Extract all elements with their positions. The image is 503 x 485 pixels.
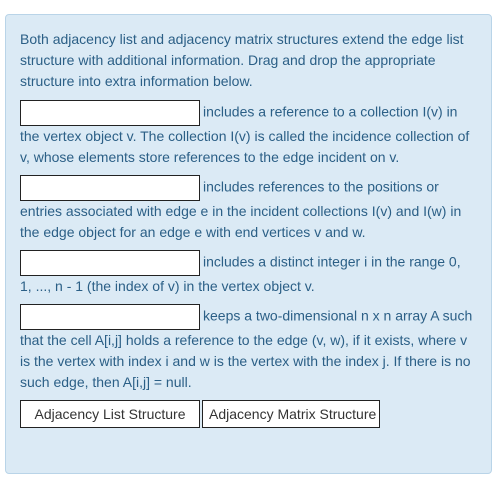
statement-3-lead: includes a distinct integer i in the range 0,	[203, 253, 461, 270]
statement-2	[20, 175, 477, 243]
answer-adjacency-list[interactable]: Adjacency List Structure	[20, 400, 200, 428]
statement-2-lead: includes references to the positions or	[203, 178, 439, 195]
answer-bank	[20, 400, 477, 428]
statement-3-text: 1, ..., n - 1 (the index of v) in the vertex object v.	[20, 278, 315, 294]
drop-target-1[interactable]	[20, 100, 200, 126]
statement-3	[20, 250, 477, 297]
drop-target-3[interactable]	[20, 250, 200, 276]
drop-target-4[interactable]	[20, 304, 200, 330]
drop-target-2[interactable]	[20, 175, 200, 201]
statement-1-text: the vertex object v. The collection I(v) is called the incidence collection of v, whose elements store references to the edge incident on v.	[20, 128, 470, 165]
statement-4-text: that the cell A[i,j] holds a reference to the edge (v, w), if it exists, where v is the vertex with index i and w is the vertex with the index j. If there is no such edge, then A[i,j] = null.	[20, 332, 471, 390]
statement-4	[20, 304, 477, 393]
question-panel	[5, 14, 492, 474]
statement-1	[20, 100, 477, 168]
statement-2-text: entries associated with edge e in the incident collections I(v) and I(w) in the edge object for an edge e with end vertices v and w.	[20, 203, 462, 240]
instructions-text: Both adjacency list and adjacency matrix structures extend the edge list structure with additional information. Drag and drop the appropriate structure into extra information below.	[20, 31, 464, 89]
answer-adjacency-matrix[interactable]: Adjacency Matrix Structure	[202, 400, 380, 428]
statement-1-lead: includes a reference to a collection I(v) in	[203, 103, 458, 120]
statement-4-lead: keeps a two-dimensional n x n array A such	[203, 307, 473, 324]
